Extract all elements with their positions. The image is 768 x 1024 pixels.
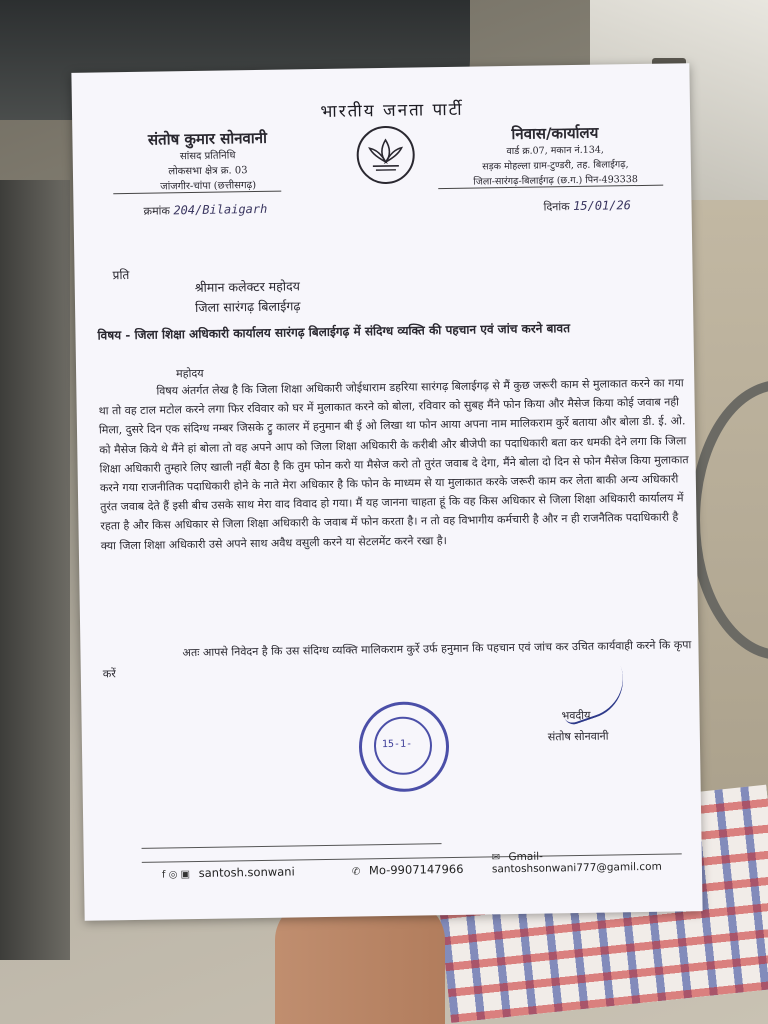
office-address-block — [437, 121, 673, 190]
background-left-edge — [0, 180, 70, 960]
date-label: दिनांक — [543, 200, 570, 214]
letter-date — [543, 198, 631, 214]
salutation: महोदय — [176, 366, 204, 381]
footer-email-address: Gmail-santoshsonwani777@gamil.com — [491, 850, 662, 876]
sender-designation: सांसद प्रतिनिधि — [179, 150, 236, 163]
office-stamp — [358, 701, 449, 792]
reference-label: क्रमांक — [143, 204, 170, 218]
phone-icon: ✆ — [351, 866, 361, 878]
letter-paper — [71, 63, 702, 921]
sender-constituency: लोकसभा क्षेत्र क्र. 03 — [168, 165, 248, 178]
bjp-lotus-logo — [356, 126, 415, 185]
letter-footer — [142, 850, 702, 881]
footer-phone-number: Mo-9907147966 — [368, 861, 464, 878]
date-value: 15/01/26 — [573, 198, 632, 214]
office-address-line-3: जिला-सारंगढ़-बिलाईगढ़ (छ.ग.) पिन-493338 — [473, 174, 638, 188]
sender-block — [102, 127, 313, 195]
recipient-line-2: जिला सारंगढ़ बिलाईगढ़ — [194, 298, 301, 315]
office-title: निवास/कार्यालय — [511, 123, 599, 144]
footer-rule-top — [142, 843, 442, 849]
social-media-icons: f ◎ ▣ — [161, 869, 191, 881]
sender-district: जांजगीर-चांपा (छत्तीसगढ़) — [160, 180, 257, 193]
sender-name: संतोष कुमार सोनवानी — [147, 128, 268, 149]
mail-icon: ✉ — [491, 852, 501, 864]
signatory-name: संतोष सोनवानी — [547, 729, 609, 744]
footer-email — [492, 848, 702, 875]
background-arm — [275, 900, 445, 1024]
party-name: भारतीय जनता पार्टी — [320, 99, 464, 122]
closing-bhavdiya: भवदीय — [561, 708, 591, 723]
office-address-line-1: वार्ड क्र.07, मकान नं.134, — [506, 144, 604, 158]
office-address-line-2: सड़क मोहल्ला ग्राम-टुण्डरी, तह. बिलाईगढ़, — [482, 159, 629, 173]
letter-subject: विषय - जिला शिक्षा अधिकारी कार्यालय सारंगढ़ बिलाईगढ़ में संदिग्ध व्यक्ति की पहचान एवं जांच करने बावत — [97, 321, 571, 343]
reference-value: 204/Bilaigarh — [173, 201, 268, 218]
recipient-prefix: प्रति — [112, 268, 130, 283]
footer-social-handle: santosh.sonwani — [198, 864, 295, 881]
reference-number — [143, 202, 267, 219]
body-paragraph: विषय अंतर्गत लेख है कि जिला शिक्षा अधिकारी जोईधाराम डहरिया सारंगढ़ बिलाईगढ़ से मैं कुछ जरूरी काम से मुलाकात करने का गया था तो वह टाल मटोल करने लगा फिर रविवार को घर में मुलाकात करने को बोला, रविवार को सुबह मैंने फोन किया और मैसेज किया कोई जवाब नही मिला, दुसरे दिन एक संदिग्ध नम्बर जिसके ट्रु कालर में हनुमान बी ई ओ लिखा था फोन आया अपना नाम मालिकराम कुर्रे बताया और बोला डी. ई. ओ. को मैसेज किये थे मैंने हां बोला तो वह अपने आप को जिला शिक्षा अधिकारी के करीबी और बीजेपी का पदाधिकारी बता कर धमकी देने लगा कि जिला शिक्षा अधिकारी तुम्हारे लिए खाली नहीं बैठा है कि तुम फोन करो या मैसेज करो तो तुरंत जवाब दे देगा, मैंने बोला दो दिन से फोन मैसेज किया मुलाकात करने गया राजनीतिक पदाधिकारी होने के नाते मेरा अधिकार है कि फोन के माध्यम से या मुलाकात करके जरूरी काम कर लेता बाकी अन्य अधिकारी तुरंत जवाब देते हैं इसी बीच उसके साथ मेरा वाद विवाद हो गया। मैं यह जानना चाहता हूं कि वह किस अधिकार से जिला शिक्षा अधिकारी कार्यालय में रहता है और किस अधिकार से जिला शिक्षा अधिकारी के जवाब में फोन करता है। न तो वह विभागीय कर्मचारी है और न ही राजनैतिक पदाधिकारी है क्या जिला शिक्षा अधिकारी उसे अपने साथ अवैध वसुली करने या सेटलमेंट करने रखा है। — [98, 376, 689, 553]
stamp-date: 15-1- — [381, 738, 413, 751]
letter-body — [98, 373, 691, 555]
footer-social — [162, 864, 295, 880]
footer-phone — [352, 862, 464, 878]
recipient-line-1: श्रीमान कलेक्टर महोदय — [194, 278, 301, 295]
request-text: अतः आपसे निवेदन है कि उस संदिग्ध व्यक्ति मालिकराम कुर्रे उर्फ हनुमान कि पहचान एवं जांच कर उचित कार्यवाही करने कि कृपा करें — [102, 638, 692, 681]
